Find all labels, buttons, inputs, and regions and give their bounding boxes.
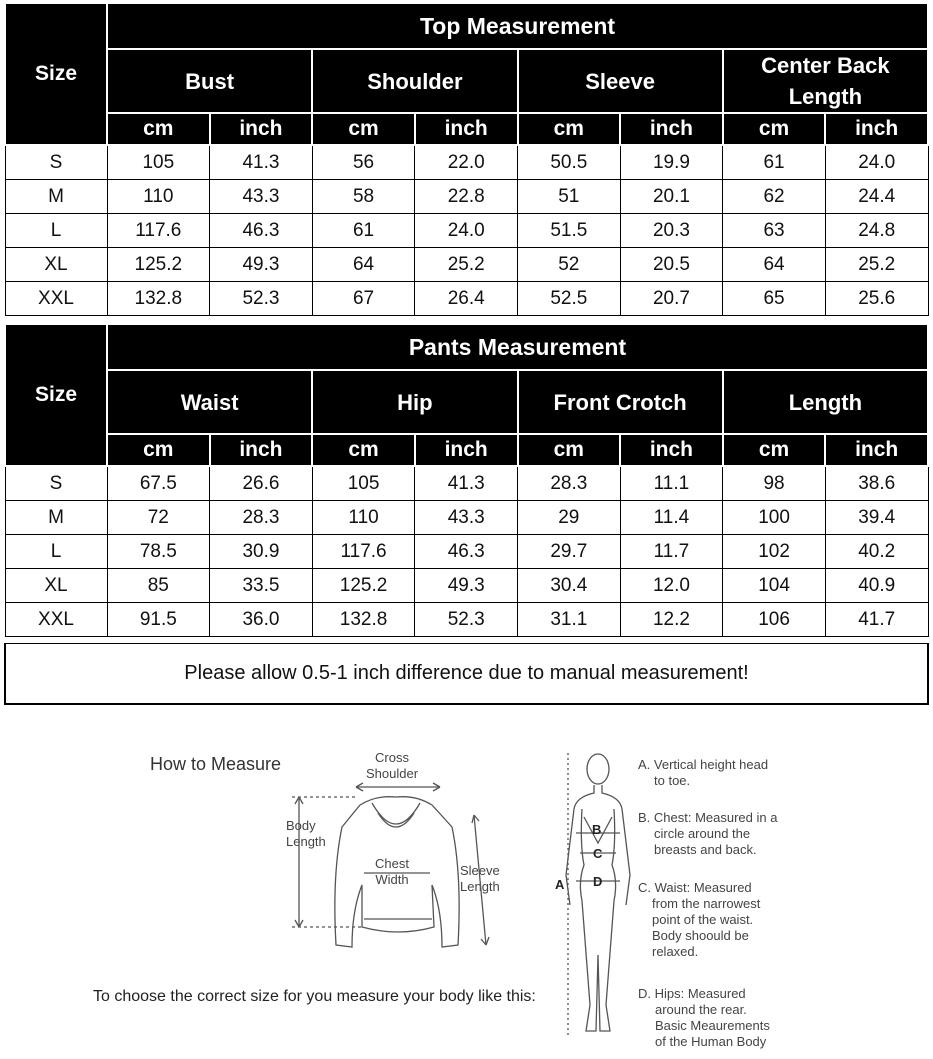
value-cell: 117.6 xyxy=(312,535,415,569)
value-cell: 41.3 xyxy=(415,466,518,501)
value-cell: 28.3 xyxy=(210,501,313,535)
size-cell: XL xyxy=(5,569,107,603)
cross-shoulder-label: Cross Shoulder xyxy=(366,750,419,781)
value-cell: 85 xyxy=(107,569,210,603)
value-cell: 117.6 xyxy=(107,214,210,248)
value-cell: 91.5 xyxy=(107,603,210,637)
legend-a: A. Vertical height head to toe. xyxy=(638,757,769,788)
value-cell: 30.4 xyxy=(518,569,621,603)
table-row xyxy=(5,535,928,569)
value-cell: 72 xyxy=(107,501,210,535)
value-cell: 110 xyxy=(312,501,415,535)
body-letter-d: D xyxy=(593,874,603,889)
size-cell: S xyxy=(5,145,107,180)
group-header: Front Crotch xyxy=(518,370,723,434)
value-cell: 24.0 xyxy=(825,145,928,180)
unit-header: cm xyxy=(518,434,621,466)
group-header: Hip xyxy=(312,370,517,434)
value-cell: 132.8 xyxy=(107,282,210,316)
size-cell: S xyxy=(5,466,107,501)
value-cell: 25.2 xyxy=(825,248,928,282)
value-cell: 20.5 xyxy=(620,248,723,282)
value-cell: 46.3 xyxy=(415,535,518,569)
group-header: Length xyxy=(723,370,928,434)
value-cell: 26.4 xyxy=(415,282,518,316)
value-cell: 29 xyxy=(518,501,621,535)
how-to-measure-title: How to Measure xyxy=(150,754,282,774)
value-cell: 25.2 xyxy=(415,248,518,282)
value-cell: 105 xyxy=(107,145,210,180)
value-cell: 40.2 xyxy=(825,535,928,569)
value-cell: 61 xyxy=(312,214,415,248)
size-header: Size xyxy=(5,324,107,466)
value-cell: 24.4 xyxy=(825,180,928,214)
value-cell: 20.7 xyxy=(620,282,723,316)
size-cell: XXL xyxy=(5,603,107,637)
value-cell: 61 xyxy=(723,145,826,180)
value-cell: 78.5 xyxy=(107,535,210,569)
value-cell: 100 xyxy=(723,501,826,535)
size-cell: XL xyxy=(5,248,107,282)
table-row xyxy=(5,214,928,248)
value-cell: 31.1 xyxy=(518,603,621,637)
value-cell: 104 xyxy=(723,569,826,603)
table-row xyxy=(5,569,928,603)
value-cell: 24.0 xyxy=(415,214,518,248)
how-to-measure-section xyxy=(0,705,933,1059)
value-cell: 125.2 xyxy=(312,569,415,603)
table-row xyxy=(5,501,928,535)
value-cell: 41.7 xyxy=(825,603,928,637)
value-cell: 22.0 xyxy=(415,145,518,180)
unit-header: cm xyxy=(518,113,621,145)
chest-width-label: Chest Width xyxy=(375,856,409,887)
value-cell: 38.6 xyxy=(825,466,928,501)
value-cell: 51 xyxy=(518,180,621,214)
value-cell: 51.5 xyxy=(518,214,621,248)
value-cell: 52 xyxy=(518,248,621,282)
value-cell: 20.1 xyxy=(620,180,723,214)
value-cell: 11.4 xyxy=(620,501,723,535)
unit-header: cm xyxy=(312,434,415,466)
unit-header: inch xyxy=(210,434,313,466)
body-letter-c: C xyxy=(593,846,603,861)
value-cell: 52.3 xyxy=(415,603,518,637)
value-cell: 30.9 xyxy=(210,535,313,569)
value-cell: 52.3 xyxy=(210,282,313,316)
value-cell: 41.3 xyxy=(210,145,313,180)
legend-b: B. Chest: Measured in a circle around the breasts and back. xyxy=(638,810,778,857)
body-letter-a: A xyxy=(555,877,565,892)
sleeve-length-label: Sleeve Length xyxy=(460,863,500,894)
value-cell: 11.1 xyxy=(620,466,723,501)
value-cell: 67.5 xyxy=(107,466,210,501)
body-length-label: Body Length xyxy=(286,818,326,849)
value-cell: 43.3 xyxy=(210,180,313,214)
value-cell: 65 xyxy=(723,282,826,316)
top-measurement-table xyxy=(4,2,929,316)
unit-header: inch xyxy=(620,113,723,145)
value-cell: 102 xyxy=(723,535,826,569)
table-row xyxy=(5,603,928,637)
legend-c: C. Waist: Measured from the narrowest point of the waist. Body shoould be relaxed. xyxy=(638,880,761,959)
size-cell: XXL xyxy=(5,282,107,316)
value-cell: 110 xyxy=(107,180,210,214)
unit-header: inch xyxy=(210,113,313,145)
body-letter-b: B xyxy=(592,822,602,837)
value-cell: 62 xyxy=(723,180,826,214)
group-header: Sleeve xyxy=(518,49,723,113)
value-cell: 46.3 xyxy=(210,214,313,248)
pants-measurement-table xyxy=(4,323,929,637)
value-cell: 98 xyxy=(723,466,826,501)
group-header: Center Back Length xyxy=(723,49,928,113)
unit-header: inch xyxy=(415,113,518,145)
unit-header: inch xyxy=(825,434,928,466)
choose-size-text: To choose the correct size for you measure your body like this: xyxy=(93,988,536,1005)
value-cell: 29.7 xyxy=(518,535,621,569)
unit-header: cm xyxy=(312,113,415,145)
group-header: Shoulder xyxy=(312,49,517,113)
value-cell: 52.5 xyxy=(518,282,621,316)
table-row xyxy=(5,180,928,214)
unit-header: cm xyxy=(723,113,826,145)
value-cell: 40.9 xyxy=(825,569,928,603)
size-cell: M xyxy=(5,501,107,535)
value-cell: 56 xyxy=(312,145,415,180)
value-cell: 50.5 xyxy=(518,145,621,180)
value-cell: 33.5 xyxy=(210,569,313,603)
size-cell: L xyxy=(5,214,107,248)
value-cell: 19.9 xyxy=(620,145,723,180)
value-cell: 105 xyxy=(312,466,415,501)
value-cell: 11.7 xyxy=(620,535,723,569)
unit-header: inch xyxy=(620,434,723,466)
value-cell: 12.0 xyxy=(620,569,723,603)
value-cell: 12.2 xyxy=(620,603,723,637)
table-title: Pants Measurement xyxy=(107,324,928,370)
value-cell: 63 xyxy=(723,214,826,248)
size-header: Size xyxy=(5,3,107,145)
value-cell: 64 xyxy=(312,248,415,282)
table-row xyxy=(5,282,928,316)
value-cell: 28.3 xyxy=(518,466,621,501)
value-cell: 67 xyxy=(312,282,415,316)
value-cell: 26.6 xyxy=(210,466,313,501)
legend-d: D. Hips: Measured around the rear. Basic Meaurements of the Human Body xyxy=(638,986,770,1049)
group-header: Waist xyxy=(107,370,312,434)
measurement-note: Please allow 0.5-1 inch difference due to manual measurement! xyxy=(4,643,929,705)
value-cell: 20.3 xyxy=(620,214,723,248)
value-cell: 25.6 xyxy=(825,282,928,316)
unit-header: cm xyxy=(107,113,210,145)
value-cell: 132.8 xyxy=(312,603,415,637)
value-cell: 58 xyxy=(312,180,415,214)
value-cell: 125.2 xyxy=(107,248,210,282)
value-cell: 43.3 xyxy=(415,501,518,535)
value-cell: 49.3 xyxy=(210,248,313,282)
unit-header: cm xyxy=(723,434,826,466)
value-cell: 106 xyxy=(723,603,826,637)
value-cell: 64 xyxy=(723,248,826,282)
size-cell: M xyxy=(5,180,107,214)
value-cell: 49.3 xyxy=(415,569,518,603)
table-title: Top Measurement xyxy=(107,3,928,49)
table-row xyxy=(5,466,928,501)
value-cell: 39.4 xyxy=(825,501,928,535)
table-row xyxy=(5,145,928,180)
unit-header: cm xyxy=(107,434,210,466)
size-cell: L xyxy=(5,535,107,569)
unit-header: inch xyxy=(825,113,928,145)
value-cell: 36.0 xyxy=(210,603,313,637)
group-header: Bust xyxy=(107,49,312,113)
value-cell: 22.8 xyxy=(415,180,518,214)
unit-header: inch xyxy=(415,434,518,466)
table-row xyxy=(5,248,928,282)
value-cell: 24.8 xyxy=(825,214,928,248)
